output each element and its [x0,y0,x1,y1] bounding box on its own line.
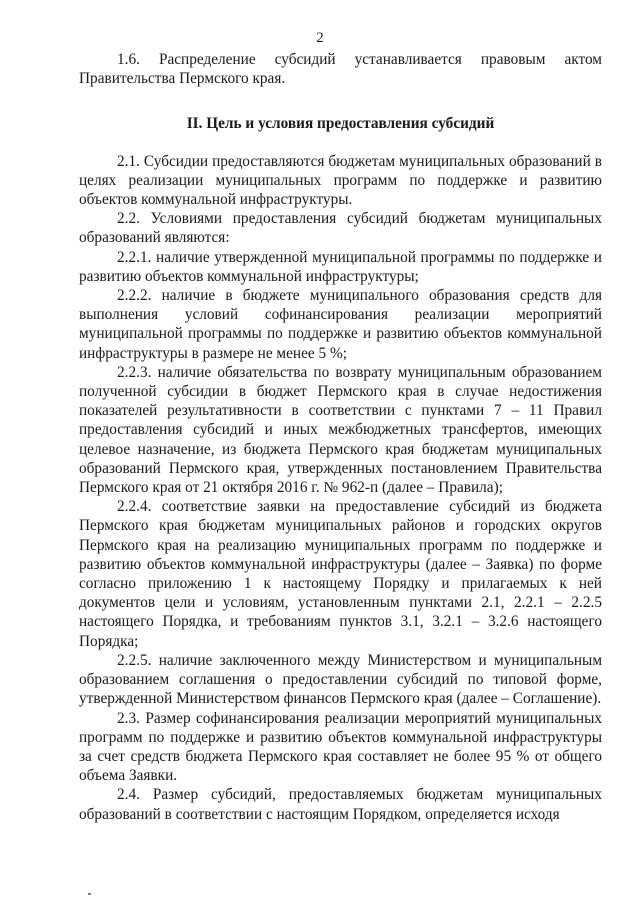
paragraph-2-2-1: 2.2.1. наличие утвержденной муниципальной программы по поддержке и развитию объектов коммунальной инфраструктуры; [79,248,602,285]
paragraph-1-6: 1.6. Распределение субсидий устанавливается правовым актом Правительства Пермского края. [79,51,602,88]
page-number: 2 [316,30,324,46]
paragraph-2-2-4: 2.2.4. соответствие заявки на предоставление субсидий из бюджета Пермского края бюджетам муниципальных районов и городских округов Пермского края на реализацию муниципальных программ по поддержке и развитию объектов коммунальной инфраструктуры (далее – Заявка) по форме согласно приложению 1 к настоящему Порядку и прилагаемых к ней документов цели и условиям, установленным пунктами 2.1, 2.2.1 – 2.2.5 настоящего Порядка, и требованиям пунктов 3.1, 3.2.1 – 3.2.6 настоящего Порядка; [79,498,602,650]
paragraph-2-2-3: 2.2.3. наличие обязательства по возврату муниципальным образованием полученной субсидии в бюджет Пермского края в случае недостижения показателей результативности в соответствии с пунктами 7 – 11 Правил предоставления субсидий и иных межбюджетных трансфертов, имеющих целевое назначение, из бюджета Пермского края бюджетам муниципальных образований Пермского края, утвержденных постановлением Правительства Пермского края от 21 октября 2016 г. № 962-п (далее – Правила); [79,363,602,497]
paragraph-2-4: 2.4. Размер субсидий, предоставляемых бюджетам муниципальных образований в соответствии с настоящим Порядком, определяется исходя [79,786,602,823]
scan-artifact [88,893,91,895]
paragraph-2-2: 2.2. Условиями предоставления субсидий бюджетам муниципальных образований являются: [79,210,602,247]
document-body [79,50,602,824]
section-heading: II. Цель и условия предоставления субсидий [186,115,495,133]
paragraph-2-1: 2.1. Субсидии предоставляются бюджетам муниципальных образований в целях реализации муниципальных программ по поддержке и развитию объектов коммунальной инфраструктуры. [79,152,602,209]
paragraph-2-2-2: 2.2.2. наличие в бюджете муниципального образования средств для выполнения условий софинансирования реализации мероприятий муниципальной программы по поддержке и развитию объектов коммунальной инфраструктуры в размере не менее 5 %; [79,287,602,362]
paragraph-2-3: 2.3. Размер софинансирования реализации мероприятий муниципальных программ по поддержке и развитию объектов коммунальной инфраструктуры за счет средств бюджета Пермского края составляет не более 95 % от общего объема Заявки. [79,709,602,785]
paragraph-2-2-5: 2.2.5. наличие заключенного между Министерством и муниципальным образованием соглашения о предоставлении субсидий по типовой форме, утвержденной Министерством финансов Пермского края (далее – Соглашение). [79,651,602,708]
